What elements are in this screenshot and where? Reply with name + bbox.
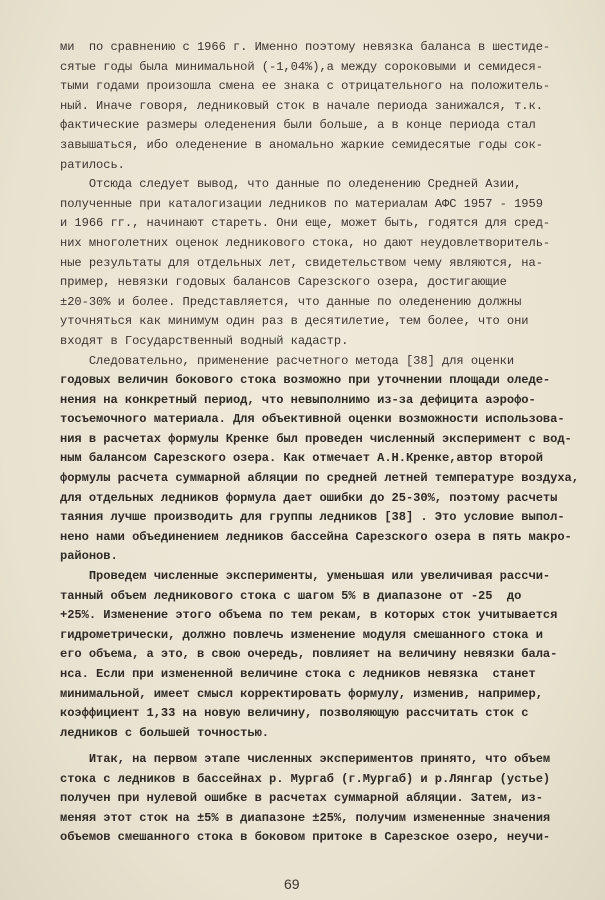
- text-line: его объема, а это, в свою очередь, повлияет на величину невязки бала-: [60, 647, 558, 662]
- text-line: и 1966 гг., начинают стареть. Они еще, может быть, годятся для сред-: [60, 216, 551, 231]
- text-line: танный объем ледникового стока с шагом 5% в диапазоне от -25 до: [60, 588, 522, 603]
- text-line: таяния лучше производить для группы ледников [38] . Это условие выпол-: [60, 510, 565, 525]
- text-line: ±20-30% и более. Представляется, что данные по оледенению должны: [60, 294, 522, 309]
- text-line: нено нами объединением ледников бассейна Сарезского озера в пять макро-: [60, 529, 572, 544]
- text-line: Итак, на первом этапе численных экспериментов принято, что объем: [60, 752, 551, 766]
- text-line: сятые годы была минимальной (-1,04%),а между сороковыми и семидеся-: [60, 59, 543, 74]
- text-line: меняя этот сток на ±5% в диапазоне ±25%, получим измененные значения: [60, 810, 551, 825]
- text-line: минимальной, имеет смысл корректировать формулу, изменив, например,: [60, 686, 543, 701]
- text-line: нса. Если при измененной величине стока с ледников невязка станет: [60, 666, 536, 681]
- text-line: полученные при каталогизации ледников по материалам АФС 1957 - 1959: [60, 196, 543, 211]
- text-line: +25%. Изменение этого объема по тем рекам, в которых сток учитывается: [60, 608, 558, 623]
- text-line: ные результаты для отдельных лет, свидетельством чему являются, на-: [60, 255, 543, 270]
- text-line: стока с ледников в бассейнах р. Мургаб (г.Мургаб) и р.Лянгар (устье): [60, 771, 551, 786]
- text-line: ным балансом Сарезского озера. Как отмечает А.Н.Кренке,автор второй: [60, 451, 543, 466]
- text-line: ный. Иначе говоря, ледниковый сток в начале периода занижался, т.к.: [60, 98, 543, 113]
- text-line: ми по сравнению с 1966 г. Именно поэтому невязка баланса в шестиде-: [60, 40, 551, 54]
- text-line: Отсюда следует вывод, что данные по оледенению Средней Азии,: [60, 177, 522, 192]
- text-line: получен при нулевой ошибке в расчетах суммарной абляции. Затем, из-: [60, 791, 543, 806]
- text-line: ратилось.: [60, 157, 125, 172]
- text-line: Следовательно, применение расчетного метода [38] для оценки: [60, 353, 515, 368]
- text-line: уточняться как минимум один раз в десятилетие, тем более, что они: [60, 314, 529, 329]
- text-line: нения на конкретный период, что невыполнимо из-за дефицита аэрофо-: [60, 392, 536, 407]
- text-line: ледников с большей точностью.: [60, 725, 270, 740]
- text-line: гидрометрически, должно повлечь изменение модуля смешанного стока и: [60, 627, 543, 642]
- text-line: Проведем численные эксперименты, уменьшая или увеличивая рассчи-: [60, 569, 551, 583]
- text-line: районов.: [60, 549, 118, 564]
- text-line: коэффициент 1,33 на новую величину, позволяющую рассчитать сток с: [60, 706, 529, 721]
- text-line: годовых величин бокового стока возможно при уточнении площади оледе-: [60, 373, 551, 388]
- text-line: тыми годами произошла смена ее знака с отрицательного на положитель-: [60, 79, 551, 94]
- text-block-3: [60, 750, 580, 848]
- text-line: фактические размеры оледенения были больше, а в конце периода стал: [60, 118, 536, 133]
- text-line: них многолетних оценок ледникового стока, но дают неудовлетворитель-: [60, 235, 551, 250]
- text-line: пример, невязки годовых балансов Сарезского озера, достигающие: [60, 275, 507, 290]
- text-line: входят в Государственный водный кадастр.: [60, 333, 349, 348]
- text-line: тосъемочного материала. Для объективной оценки возможности использова-: [60, 412, 565, 427]
- page-number: 69: [284, 876, 300, 892]
- text-line: для отдельных ледников формула дает ошибки до 25-30%, поэтому расчеты: [60, 490, 558, 505]
- text-block-1: [60, 38, 580, 567]
- text-block-2: [60, 567, 580, 743]
- text-line: завышаться, ибо оледенение в аномально жаркие семидесятые годы сок-: [60, 137, 543, 152]
- text-line: ния в расчетах формулы Кренке был проведен численный эксперимент с вод-: [60, 431, 572, 446]
- text-line: формулы расчета суммарной абляции по средней летней температуре воздуха,: [60, 471, 579, 486]
- text-line: объемов смешанного стока в боковом притоке в Сарезское озеро, неучи-: [60, 830, 551, 845]
